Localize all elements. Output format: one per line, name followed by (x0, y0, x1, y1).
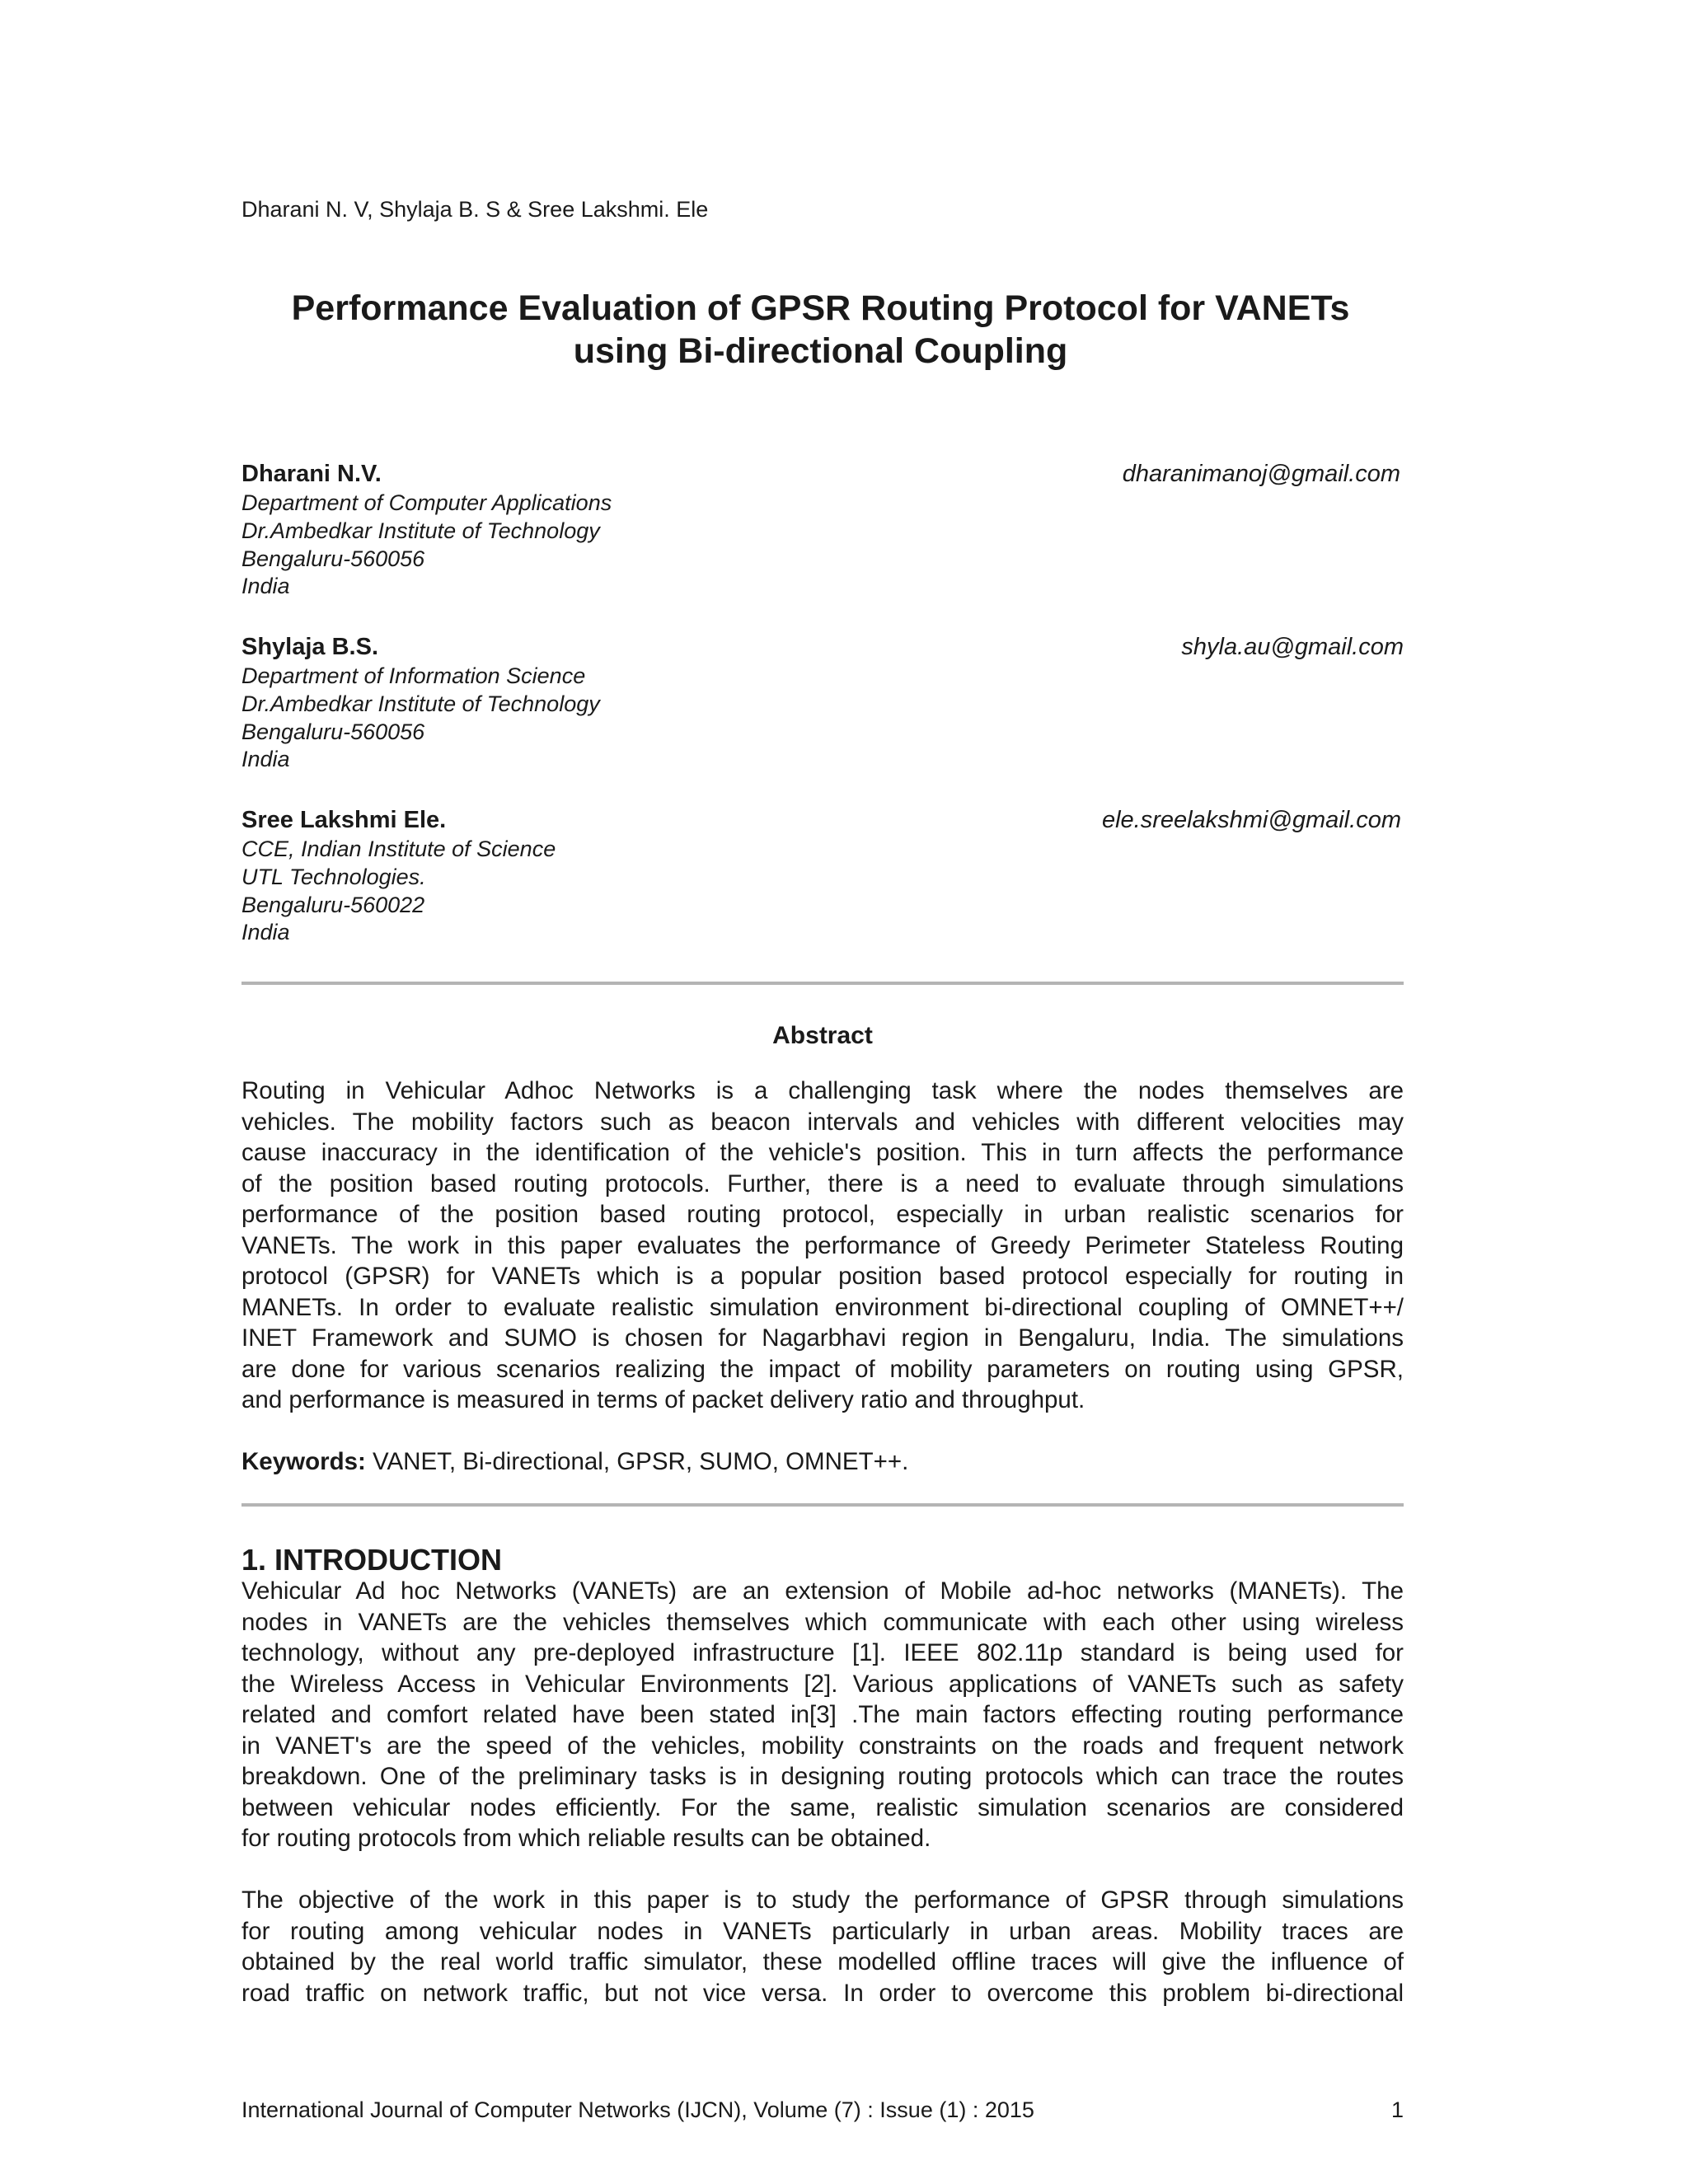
author-affiliation-line: UTL Technologies. (241, 864, 426, 889)
abstract-body (241, 1076, 1404, 1416)
paragraph-line: technology, without any pre-deployed infrastructure [1]. IEEE 802.11p standard is being used for (241, 1639, 1404, 1666)
author-name: Dharani N.V. (241, 461, 382, 487)
paragraph-line: in VANET's are the speed of the vehicles, mobility constraints on the roads and frequent network (241, 1732, 1404, 1760)
intro-paragraph-1 (241, 1576, 1404, 1854)
keywords (241, 1446, 908, 1478)
author-affiliation-line: India (241, 574, 290, 599)
title-line: using Bi-directional Coupling (573, 331, 1068, 371)
abstract-line: vehicles. The mobility factors such as beacon intervals and vehicles with different velocities may (241, 1108, 1404, 1136)
abstract-line: protocol (GPSR) for VANETs which is a popular position based protocol especially for routing in (241, 1263, 1404, 1290)
abstract-line: performance of the position based routing protocol, especially in urban realistic scenarios for (241, 1201, 1404, 1228)
paragraph-line: between vehicular nodes efficiently. For the same, realistic simulation scenarios are considered (241, 1793, 1404, 1821)
author-affiliation-line: Bengaluru-560056 (241, 546, 425, 571)
paragraph-line: nodes in VANETs are the vehicles themselves which communicate with each other using wireless (241, 1608, 1404, 1636)
horizontal-rule (241, 1503, 1404, 1507)
paragraph-line: related and comfort related have been stated in[3] .The main factors effecting routing performance (241, 1701, 1404, 1728)
abstract-line: cause inaccuracy in the identification of the vehicle's position. This in turn affects the performance (241, 1139, 1404, 1166)
keywords-label: Keywords: (241, 1448, 366, 1475)
author-block (241, 458, 1404, 601)
keywords-text: VANET, Bi-directional, GPSR, SUMO, OMNET++. (365, 1448, 909, 1475)
abstract-line: and performance is measured in terms of packet delivery ratio and throughput. (241, 1386, 1085, 1413)
abstract-line: of the position based routing protocols. Further, there is a need to evaluate through simulations (241, 1169, 1404, 1197)
paragraph-line: breakdown. One of the preliminary tasks is in designing routing protocols which can trace the routes (241, 1763, 1404, 1790)
intro-paragraph-2 (241, 1885, 1404, 2008)
paragraph-line: for routing protocols from which reliable results can be obtained. (241, 1825, 931, 1852)
author-email: shyla.au@gmail.com (1181, 634, 1404, 660)
author-affiliation-line: Department of Computer Applications (241, 490, 612, 515)
paragraph-line: The objective of the work in this paper is to study the performance of GPSR through simulations (241, 1886, 1404, 1914)
title-line: Performance Evaluation of GPSR Routing Protocol for VANETs (291, 288, 1350, 328)
paper-title (241, 287, 1400, 373)
journal-citation: International Journal of Computer Networks (IJCN), Volume (7) : Issue (1) : 2015 (241, 2097, 1034, 2122)
author-affiliation-line: Dr.Ambedkar Institute of Technology (241, 518, 600, 543)
abstract-line: are done for various scenarios realizing the impact of mobility parameters on routing using GPSR, (241, 1355, 1404, 1383)
page-number: 1 (1390, 2097, 1404, 2122)
paragraph-line: for routing among vehicular nodes in VANETs particularly in urban areas. Mobility traces are (241, 1917, 1404, 1945)
author-block (241, 631, 1404, 774)
author-affiliation-line: CCE, Indian Institute of Science (241, 837, 556, 861)
abstract-heading: Abstract (772, 1022, 873, 1049)
author-affiliation-line: Department of Information Science (241, 663, 586, 688)
running-head: Dharani N. V, Shylaja B. S & Sree Lakshmi. Ele (241, 197, 709, 222)
paragraph-line: road traffic on network traffic, but not vice versa. In order to overcome this problem bi-directional (241, 1979, 1404, 2007)
author-email: dharanimanoj@gmail.com (1122, 461, 1400, 487)
author-affiliation-line: Bengaluru-560022 (241, 892, 425, 917)
author-email: ele.sreelakshmi@gmail.com (1101, 807, 1401, 833)
author-affiliation-line: Bengaluru-560056 (241, 719, 425, 744)
author-block (241, 804, 1404, 947)
author-affiliation-line: Dr.Ambedkar Institute of Technology (241, 691, 600, 716)
abstract-line: VANETs. The work in this paper evaluates the performance of Greedy Perimeter Stateless Routing (241, 1231, 1404, 1259)
author-name: Sree Lakshmi Ele. (241, 807, 447, 833)
author-affiliation-line: India (241, 920, 290, 945)
paragraph-line: obtained by the real world traffic simulator, these modelled offline traces will give the influence of (241, 1948, 1404, 1975)
page-footer (241, 2095, 1404, 2125)
section-heading: 1. INTRODUCTION (241, 1543, 503, 1577)
abstract-line: MANETs. In order to evaluate realistic simulation environment bi-directional coupling of OMNET++/ (241, 1293, 1404, 1321)
author-name: Shylaja B.S. (241, 634, 379, 660)
paragraph-line: Vehicular Ad hoc Networks (VANETs) are an extension of Mobile ad-hoc networks (MANETs). The (241, 1577, 1404, 1605)
abstract-line: INET Framework and SUMO is chosen for Nagarbhavi region in Bengaluru, India. The simulations (241, 1324, 1404, 1352)
abstract-line: Routing in Vehicular Adhoc Networks is a challenging task where the nodes themselves are (241, 1077, 1404, 1104)
paragraph-line: the Wireless Access in Vehicular Environments [2]. Various applications of VANETs such as safety (241, 1670, 1404, 1698)
horizontal-rule (241, 982, 1404, 985)
author-affiliation-line: India (241, 747, 290, 772)
